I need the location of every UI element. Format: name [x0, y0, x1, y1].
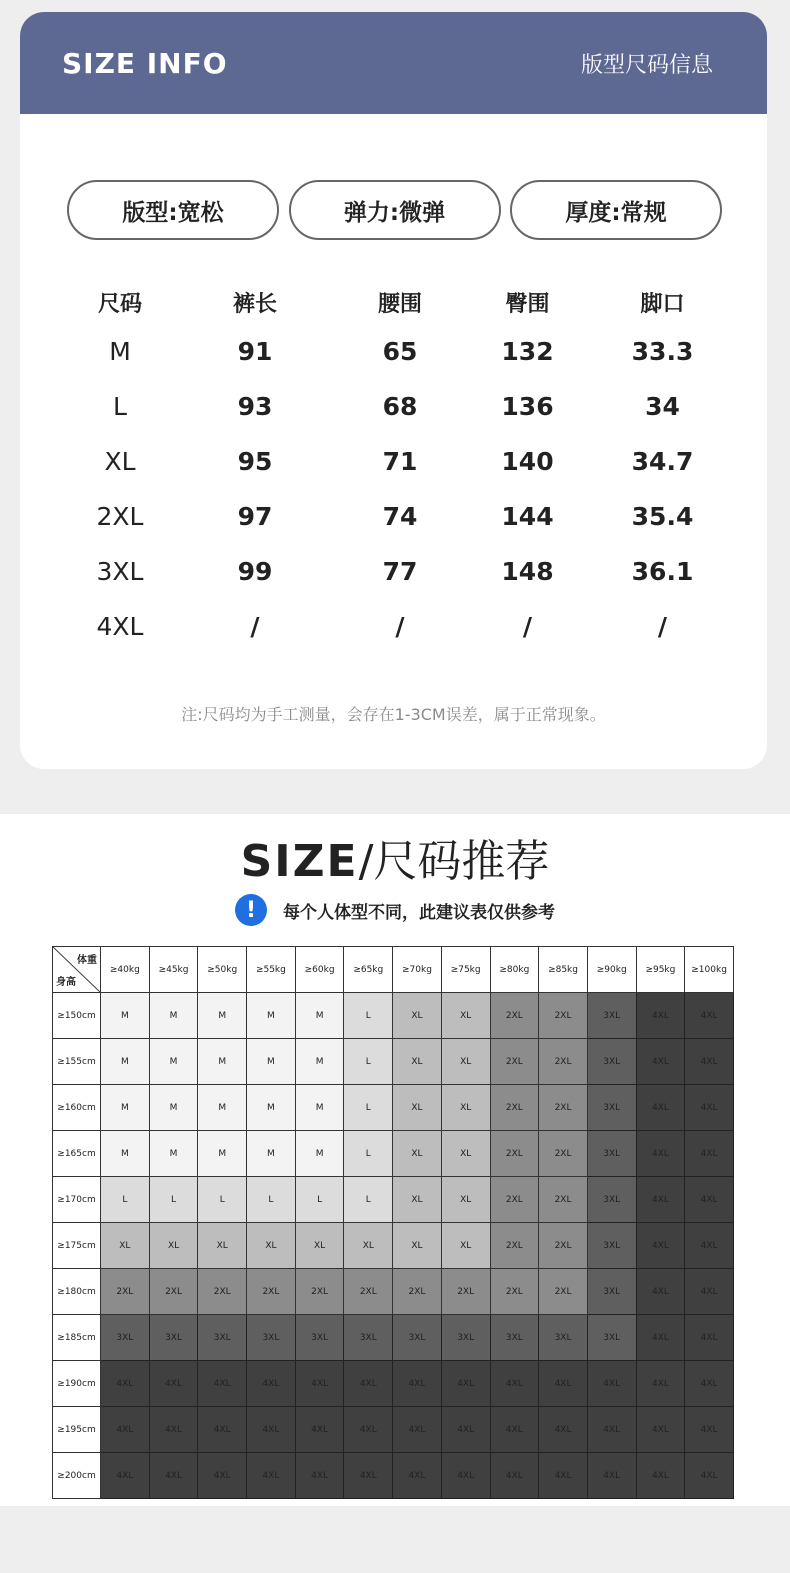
size-cell: 4XL [685, 1085, 734, 1131]
size-cell: XL [101, 1223, 150, 1269]
size-cell: 4XL [636, 1177, 685, 1223]
size-cell: 4XL [539, 1361, 588, 1407]
height-row [53, 1315, 734, 1361]
size-cell: 4XL [149, 1361, 198, 1407]
spec-row [50, 544, 750, 599]
height-row [53, 1177, 734, 1223]
size-cell: 4XL [636, 1039, 685, 1085]
size-cell: XL [393, 1177, 442, 1223]
size-spec-table [50, 280, 750, 654]
height-header: ≥155cm [53, 1039, 101, 1085]
size-cell: 3XL [490, 1315, 539, 1361]
size-cell: 4XL [441, 1361, 490, 1407]
size-cell: 4XL [490, 1361, 539, 1407]
column-header: 脚口 [640, 291, 685, 317]
size-cell: 3XL [441, 1315, 490, 1361]
size-cell: 2XL [539, 1177, 588, 1223]
size-cell: 3XL [587, 1131, 636, 1177]
measurement-cell: 91 [237, 337, 273, 366]
size-cell: 3XL [587, 1315, 636, 1361]
size-cell: M [101, 1131, 150, 1177]
weight-axis-label: 体重 [77, 955, 97, 966]
measurement-cell: 74 [382, 502, 418, 531]
size-cell: 4XL [490, 1407, 539, 1453]
size-cell: 4XL [441, 1407, 490, 1453]
measurement-cell: / [522, 612, 533, 641]
size-cell: M [198, 1131, 247, 1177]
weight-header: ≥75kg [441, 947, 490, 993]
size-cell: 4XL [636, 1315, 685, 1361]
size-recommendation-section [0, 814, 790, 1506]
size-cell: 4XL [344, 1407, 393, 1453]
weight-header: ≥80kg [490, 947, 539, 993]
recommendation-title-en: SIZE [240, 836, 359, 887]
size-cell: 4XL [198, 1361, 247, 1407]
measurement-cell: 95 [237, 447, 273, 476]
size-info-card [20, 12, 767, 769]
thickness-pill: 厚度:常规 [510, 180, 722, 240]
measurement-cell: 33.3 [631, 337, 694, 366]
recommendation-title-cn: /尺码推荐 [358, 836, 550, 887]
size-info-title: SIZE INFO [62, 46, 228, 80]
fit-pill: 版型:宽松 [67, 180, 279, 240]
size-cell: 4XL [539, 1453, 588, 1499]
size-cell: 4XL [685, 1131, 734, 1177]
height-row [53, 993, 734, 1039]
size-cell: L [344, 1177, 393, 1223]
height-row [53, 1269, 734, 1315]
size-cell: 4XL [636, 1269, 685, 1315]
size-cell: XL [441, 1177, 490, 1223]
size-cell: M [101, 1039, 150, 1085]
column-header: 腰围 [377, 291, 422, 317]
size-cell: 3XL [587, 1177, 636, 1223]
size-cell: 2XL [539, 993, 588, 1039]
weight-header: ≥100kg [685, 947, 734, 993]
weight-header: ≥70kg [393, 947, 442, 993]
measurement-cell: 93 [237, 392, 273, 421]
size-cell: L [344, 1039, 393, 1085]
measurement-cell: 36.1 [631, 557, 694, 586]
weight-header: ≥45kg [149, 947, 198, 993]
weight-header: ≥60kg [295, 947, 344, 993]
height-header: ≥165cm [53, 1131, 101, 1177]
size-cell: 4XL [344, 1453, 393, 1499]
size-cell: M [149, 1131, 198, 1177]
size-cell: XL [441, 1131, 490, 1177]
size-cell: 4XL [247, 1453, 296, 1499]
measurement-cell: / [657, 612, 668, 641]
size-cell: M [295, 1039, 344, 1085]
size-cell: 4XL [636, 993, 685, 1039]
size-cell: 4XL [101, 1453, 150, 1499]
size-cell: M [247, 1131, 296, 1177]
size-cell: 3XL [198, 1315, 247, 1361]
size-cell: 4XL [101, 1407, 150, 1453]
height-row [53, 1131, 734, 1177]
measurement-cell: 132 [501, 337, 554, 366]
weight-header: ≥55kg [247, 947, 296, 993]
size-label: L [113, 392, 127, 421]
size-cell: 4XL [587, 1407, 636, 1453]
weight-header: ≥85kg [539, 947, 588, 993]
measurement-cell: 140 [501, 447, 554, 476]
measurement-cell: 68 [382, 392, 418, 421]
size-cell: 2XL [490, 1269, 539, 1315]
size-cell: XL [393, 1131, 442, 1177]
size-cell: 3XL [587, 1269, 636, 1315]
size-label: XL [104, 447, 136, 476]
size-cell: 2XL [247, 1269, 296, 1315]
size-cell: L [149, 1177, 198, 1223]
size-cell: L [101, 1177, 150, 1223]
measurement-cell: 97 [237, 502, 273, 531]
measurement-note: 注:尺码均为手工测量，会存在1-3CM误差，属于正常现象。 [181, 705, 606, 724]
size-cell: 4XL [247, 1407, 296, 1453]
size-cell: 2XL [490, 1085, 539, 1131]
height-row [53, 1039, 734, 1085]
size-cell: 2XL [441, 1269, 490, 1315]
size-cell: 3XL [393, 1315, 442, 1361]
size-cell: 2XL [393, 1269, 442, 1315]
size-cell: 3XL [295, 1315, 344, 1361]
size-cell: 2XL [539, 1269, 588, 1315]
size-cell: 3XL [587, 1223, 636, 1269]
height-header: ≥180cm [53, 1269, 101, 1315]
size-cell: M [295, 993, 344, 1039]
size-cell: 4XL [685, 993, 734, 1039]
exclamation-icon: ! [235, 894, 267, 926]
size-cell: 2XL [149, 1269, 198, 1315]
measurement-cell: 148 [501, 557, 554, 586]
size-cell: M [101, 1085, 150, 1131]
size-cell: XL [393, 1039, 442, 1085]
size-cell: M [247, 1039, 296, 1085]
size-cell: 3XL [587, 993, 636, 1039]
size-label: 2XL [96, 502, 144, 531]
size-cell: 4XL [198, 1407, 247, 1453]
size-cell: L [344, 1131, 393, 1177]
size-cell: 2XL [539, 1085, 588, 1131]
size-label: 3XL [96, 557, 144, 586]
weight-header: ≥90kg [587, 947, 636, 993]
weight-header: ≥50kg [198, 947, 247, 993]
size-cell: M [247, 993, 296, 1039]
measurement-cell: 34 [645, 392, 680, 421]
column-header: 尺码 [97, 291, 142, 317]
weight-header-row [53, 947, 734, 993]
height-header: ≥200cm [53, 1453, 101, 1499]
size-cell: 4XL [587, 1453, 636, 1499]
size-cell: 2XL [490, 1131, 539, 1177]
spec-row [50, 434, 750, 489]
size-cell: XL [441, 1039, 490, 1085]
size-cell: 4XL [295, 1407, 344, 1453]
size-cell: 4XL [636, 1407, 685, 1453]
size-cell: XL [344, 1223, 393, 1269]
size-cell: M [198, 993, 247, 1039]
measurement-cell: 77 [382, 557, 418, 586]
size-label: 4XL [96, 612, 144, 641]
measurement-cell: 136 [501, 392, 554, 421]
size-cell: 4XL [685, 1223, 734, 1269]
measurement-cell: 34.7 [631, 447, 694, 476]
size-cell: 4XL [101, 1361, 150, 1407]
size-cell: 4XL [490, 1453, 539, 1499]
size-cell: XL [393, 1085, 442, 1131]
size-cell: 3XL [101, 1315, 150, 1361]
height-header: ≥175cm [53, 1223, 101, 1269]
size-cell: 3XL [344, 1315, 393, 1361]
recommendation-subtitle [0, 894, 790, 926]
size-cell: 4XL [685, 1315, 734, 1361]
size-cell: 4XL [344, 1361, 393, 1407]
size-cell: 2XL [490, 1223, 539, 1269]
size-cell: L [344, 1085, 393, 1131]
size-cell: 4XL [149, 1453, 198, 1499]
size-cell: 4XL [198, 1453, 247, 1499]
spec-row [50, 599, 750, 654]
size-cell: 4XL [685, 1361, 734, 1407]
height-row [53, 1407, 734, 1453]
size-cell: 4XL [393, 1361, 442, 1407]
size-cell: 2XL [295, 1269, 344, 1315]
size-cell: XL [441, 1085, 490, 1131]
size-cell: 4XL [636, 1361, 685, 1407]
height-row [53, 1223, 734, 1269]
size-cell: 4XL [295, 1453, 344, 1499]
size-cell: 2XL [539, 1039, 588, 1085]
size-cell: 4XL [587, 1361, 636, 1407]
attribute-pills [67, 180, 722, 240]
size-cell: M [198, 1085, 247, 1131]
recommendation-disclaimer: 每个人体型不同，此建议表仅供参考 [283, 902, 555, 923]
size-cell: 4XL [636, 1131, 685, 1177]
height-row [53, 1085, 734, 1131]
size-cell: 3XL [539, 1315, 588, 1361]
size-cell: 2XL [198, 1269, 247, 1315]
size-cell: 4XL [685, 1177, 734, 1223]
spec-row [50, 324, 750, 379]
size-cell: 2XL [101, 1269, 150, 1315]
measurement-cell: 71 [382, 447, 418, 476]
size-cell: XL [247, 1223, 296, 1269]
size-cell: 2XL [539, 1131, 588, 1177]
measurement-cell: 35.4 [631, 502, 694, 531]
height-row [53, 1361, 734, 1407]
measurement-cell: / [395, 612, 405, 641]
measurement-cell: 144 [501, 502, 554, 531]
size-cell: 2XL [490, 993, 539, 1039]
column-header: 臀围 [505, 291, 550, 317]
size-label: M [109, 337, 131, 366]
grid-corner-cell [53, 947, 101, 993]
size-cell: 4XL [685, 1453, 734, 1499]
height-header: ≥160cm [53, 1085, 101, 1131]
height-header: ≥185cm [53, 1315, 101, 1361]
spec-header-row [50, 280, 750, 324]
size-cell: 4XL [636, 1453, 685, 1499]
size-cell: L [198, 1177, 247, 1223]
size-recommendation-grid [52, 946, 734, 1499]
measurement-cell: 99 [237, 557, 273, 586]
size-cell: XL [393, 1223, 442, 1269]
size-cell: 2XL [490, 1177, 539, 1223]
recommendation-title [0, 834, 790, 890]
weight-header: ≥95kg [636, 947, 685, 993]
size-cell: M [247, 1085, 296, 1131]
size-cell: 3XL [149, 1315, 198, 1361]
size-cell: 4XL [441, 1453, 490, 1499]
size-cell: 2XL [539, 1223, 588, 1269]
height-header: ≥150cm [53, 993, 101, 1039]
height-header: ≥195cm [53, 1407, 101, 1453]
height-header: ≥190cm [53, 1361, 101, 1407]
size-cell: XL [441, 1223, 490, 1269]
column-header: 裤长 [232, 291, 277, 317]
size-cell: M [149, 993, 198, 1039]
size-cell: 4XL [685, 1039, 734, 1085]
size-cell: L [295, 1177, 344, 1223]
size-cell: M [198, 1039, 247, 1085]
size-cell: 3XL [587, 1085, 636, 1131]
height-row [53, 1453, 734, 1499]
size-cell: 4XL [539, 1407, 588, 1453]
size-cell: 4XL [149, 1407, 198, 1453]
measurement-cell: / [250, 612, 260, 641]
height-header: ≥170cm [53, 1177, 101, 1223]
spec-row [50, 489, 750, 544]
size-cell: XL [295, 1223, 344, 1269]
size-cell: 4XL [636, 1085, 685, 1131]
size-cell: 4XL [295, 1361, 344, 1407]
size-cell: M [295, 1085, 344, 1131]
spec-row [50, 379, 750, 434]
size-cell: 4XL [636, 1223, 685, 1269]
size-cell: XL [441, 993, 490, 1039]
weight-header: ≥65kg [344, 947, 393, 993]
measurement-cell: 65 [382, 337, 418, 366]
size-cell: 4XL [393, 1407, 442, 1453]
size-cell: XL [149, 1223, 198, 1269]
size-cell: XL [393, 993, 442, 1039]
size-cell: L [247, 1177, 296, 1223]
size-cell: 2XL [344, 1269, 393, 1315]
size-cell: 4XL [247, 1361, 296, 1407]
size-cell: M [101, 993, 150, 1039]
size-cell: 4XL [393, 1453, 442, 1499]
stretch-pill: 弹力:微弹 [289, 180, 501, 240]
size-cell: 4XL [685, 1269, 734, 1315]
height-axis-label: 身高 [56, 977, 76, 988]
size-cell: M [149, 1085, 198, 1131]
size-cell: 3XL [587, 1039, 636, 1085]
size-info-header [20, 12, 767, 114]
size-cell: M [149, 1039, 198, 1085]
size-cell: 3XL [247, 1315, 296, 1361]
size-cell: M [295, 1131, 344, 1177]
size-info-subtitle: 版型尺码信息 [580, 52, 713, 78]
weight-header: ≥40kg [101, 947, 150, 993]
size-cell: XL [198, 1223, 247, 1269]
size-cell: L [344, 993, 393, 1039]
size-cell: 4XL [685, 1407, 734, 1453]
size-cell: 2XL [490, 1039, 539, 1085]
